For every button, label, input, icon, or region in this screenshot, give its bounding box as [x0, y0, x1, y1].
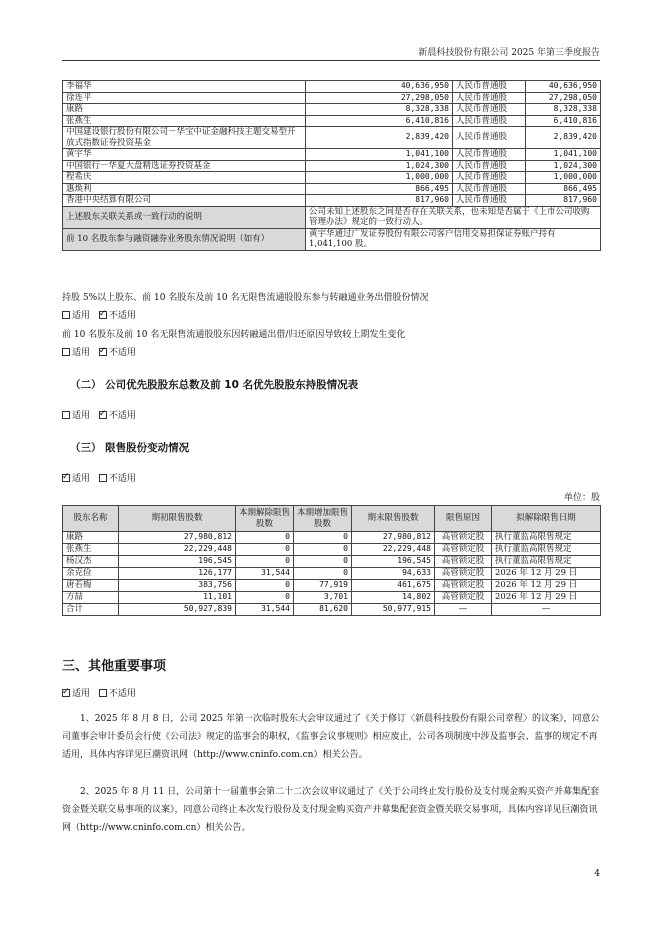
reason: 高管锁定股	[435, 580, 492, 592]
relation-row	[63, 206, 601, 228]
start-count: 50,927,839	[119, 604, 236, 616]
added-count: 3,701	[294, 592, 352, 604]
table-row	[63, 568, 601, 580]
option-label: 适用	[72, 689, 91, 699]
added-count: 0	[294, 556, 352, 568]
release-date: —	[492, 604, 601, 616]
holder-count: 8,328,338	[306, 104, 453, 116]
holder-name: 黄宇华	[63, 149, 306, 161]
restricted-options	[62, 471, 142, 484]
reason: 高管锁定股	[435, 592, 492, 604]
col-header: 限售原因	[435, 506, 492, 532]
end-count: 22,229,448	[352, 544, 435, 556]
holder-name: 合计	[63, 604, 119, 616]
table-row	[63, 149, 601, 161]
header-divider	[62, 60, 600, 61]
table-row	[63, 556, 601, 568]
share-type: 人民币普通股	[453, 195, 526, 207]
checkbox-not-applicable[interactable]	[99, 348, 107, 356]
share-type: 人民币普通股	[453, 172, 526, 184]
table-row	[63, 104, 601, 116]
holder-name: 程希庆	[63, 172, 306, 184]
holder-name: 徐连平	[63, 92, 306, 104]
released-count: 0	[236, 556, 294, 568]
margin-text: 黄宇华通过广发证券股份有限公司客户信用交易担保证券账户持有 1,041,100 股。	[306, 228, 601, 250]
holder-name: 唐若梅	[63, 580, 119, 592]
holder-count: 40,636,950	[306, 81, 453, 93]
share-amount: 1,041,100	[526, 149, 601, 161]
checkbox-not-applicable[interactable]	[99, 311, 107, 319]
end-count: 196,545	[352, 556, 435, 568]
unit-label: 单位：股	[563, 493, 600, 503]
released-count: 0	[236, 592, 294, 604]
other-options	[62, 686, 142, 699]
checkbox-applicable[interactable]	[62, 689, 70, 697]
table-row	[63, 92, 601, 104]
release-date: 2026 年 12 月 29 日	[492, 580, 601, 592]
col-header: 拟解除限售日期	[492, 506, 601, 532]
share-type: 人民币普通股	[453, 127, 526, 149]
top-shareholders-table	[62, 80, 601, 251]
share-amount: 2,839,420	[526, 127, 601, 149]
table-row	[63, 172, 601, 184]
start-count: 196,545	[119, 556, 236, 568]
reason: —	[435, 604, 492, 616]
report-header: 新晨科技股份有限公司 2025 年第三季度报告	[418, 48, 600, 58]
holder-count: 27,298,050	[306, 92, 453, 104]
reason: 高管锁定股	[435, 544, 492, 556]
holder-count: 2,839,420	[306, 127, 453, 149]
holder-count: 1,000,000	[306, 172, 453, 184]
table-row	[63, 592, 601, 604]
added-count: 0	[294, 544, 352, 556]
table-row	[63, 160, 601, 172]
change-question: 前 10 名股东及前 10 名无限售流通股股东因转融通出借/归还原因导致较上期发生变化	[62, 330, 406, 340]
col-header: 期末限售股数	[352, 506, 435, 532]
option-label: 不适用	[108, 311, 136, 321]
holder-name: 康路	[63, 104, 306, 116]
page-number: 4	[594, 869, 600, 879]
paragraph-item-1: 1、2025 年 8 月 8 日，公司 2025 年第一次临时股东大会审议通过了《关于修订〈新晨科技股份有限公司章程〉的议案》，同意公司董事会审计委员会行使《公司法》规定的监事会的职权，《监事会议事规则》相应废止，公司各项制度中涉及监事会、监事的规定不再适用，具体内容详见巨潮资讯网（http://www.cninfo.com.cn）相关公告。	[62, 714, 600, 760]
holder-name: 张燕生	[63, 544, 119, 556]
table-row	[63, 580, 601, 592]
relation-text: 公司未知上述股东之间是否存在关联关系，也未知是否属于《上市公司收购管理办法》规定的一致行动人。	[306, 206, 601, 228]
table-row	[63, 183, 601, 195]
option-label: 不适用	[108, 689, 136, 699]
col-header: 本期增加限售股数	[294, 506, 352, 532]
share-amount: 817,960	[526, 195, 601, 207]
share-type: 人民币普通股	[453, 81, 526, 93]
paragraph-item-2: 2、2025 年 8 月 11 日，公司第十一届董事会第二十二次会议审议通过了《关于公司终止发行股份及支付现金购买资产并募集配套资金暨关联交易事项的议案》，同意公司终止本次发行股份及支付现金购买资产并募集配套资金暨关联交易事项，具体内容详见巨潮资讯网（http://www.cninfo.com.cn）相关公告。	[62, 787, 600, 833]
released-count: 0	[236, 580, 294, 592]
holder-name: 张燕生	[63, 115, 306, 127]
holder-count: 1,024,300	[306, 160, 453, 172]
reason: 高管锁定股	[435, 532, 492, 544]
change-options	[62, 345, 142, 358]
checkbox-applicable[interactable]	[62, 348, 70, 356]
released-count: 31,544	[236, 604, 294, 616]
added-count: 77,919	[294, 580, 352, 592]
col-header: 期初限售股数	[119, 506, 236, 532]
section-title-preferred: （二） 公司优先股股东总数及前 10 名优先股股东持股情况表	[70, 379, 359, 391]
option-label: 适用	[72, 411, 91, 421]
col-header: 本期解除限售股数	[236, 506, 294, 532]
release-date: 2026 年 12 月 29 日	[492, 592, 601, 604]
option-label: 适用	[72, 311, 91, 321]
end-count: 94,633	[352, 568, 435, 580]
holder-count: 6,410,816	[306, 115, 453, 127]
release-date: 执行董监高限售规定	[492, 532, 601, 544]
table-header-row	[63, 506, 601, 532]
released-count: 0	[236, 532, 294, 544]
share-amount: 6,410,816	[526, 115, 601, 127]
share-amount: 866,495	[526, 183, 601, 195]
start-count: 22,229,448	[119, 544, 236, 556]
checkbox-not-applicable[interactable]	[99, 474, 107, 482]
released-count: 31,544	[236, 568, 294, 580]
holder-name: 方喆	[63, 592, 119, 604]
lending-question: 持股 5%以上股东、前 10 名股东及前 10 名无限售流通股股东参与转融通业务出借股份情况	[62, 293, 429, 303]
holder-count: 866,495	[306, 183, 453, 195]
added-count: 0	[294, 568, 352, 580]
share-type: 人民币普通股	[453, 160, 526, 172]
end-count: 27,980,812	[352, 532, 435, 544]
holder-name: 康路	[63, 532, 119, 544]
share-type: 人民币普通股	[453, 149, 526, 161]
option-label: 不适用	[108, 411, 136, 421]
relation-label: 上述股东关联关系或一致行动的说明	[63, 206, 306, 228]
share-amount: 1,000,000	[526, 172, 601, 184]
option-label: 适用	[72, 348, 91, 358]
added-count: 81,620	[294, 604, 352, 616]
pref-options	[62, 408, 142, 421]
table-row	[63, 532, 601, 544]
share-amount: 27,298,050	[526, 92, 601, 104]
start-count: 383,756	[119, 580, 236, 592]
holder-name: 杨汉杰	[63, 556, 119, 568]
section-title-restricted: （三） 限售股份变动情况	[70, 442, 190, 454]
table-row	[63, 195, 601, 207]
col-header: 股东名称	[63, 506, 119, 532]
released-count: 0	[236, 544, 294, 556]
checkbox-not-applicable[interactable]	[99, 411, 107, 419]
reason: 高管锁定股	[435, 556, 492, 568]
total-row	[63, 604, 601, 616]
share-amount: 8,328,338	[526, 104, 601, 116]
checkbox-applicable[interactable]	[62, 474, 70, 482]
checkbox-applicable[interactable]	[62, 311, 70, 319]
restricted-shares-table	[62, 505, 601, 616]
table-row	[63, 544, 601, 556]
holder-name: 余克俭	[63, 568, 119, 580]
start-count: 27,980,812	[119, 532, 236, 544]
end-count: 14,802	[352, 592, 435, 604]
holder-name: 中国银行－华夏大盘精选证券投资基金	[63, 160, 306, 172]
release-date: 2026 年 12 月 29 日	[492, 568, 601, 580]
holder-name: 惠焕利	[63, 183, 306, 195]
start-count: 126,177	[119, 568, 236, 580]
added-count: 0	[294, 532, 352, 544]
share-type: 人民币普通股	[453, 104, 526, 116]
margin-label: 前 10 名股东参与融资融券业务股东情况说明（如有）	[63, 228, 306, 250]
margin-row	[63, 228, 601, 250]
table-row	[63, 115, 601, 127]
holder-count: 1,041,100	[306, 149, 453, 161]
share-amount: 40,636,950	[526, 81, 601, 93]
table-row	[63, 127, 601, 149]
holder-name: 李福华	[63, 81, 306, 93]
end-count: 50,977,915	[352, 604, 435, 616]
end-count: 461,675	[352, 580, 435, 592]
lending-options	[62, 308, 142, 321]
holder-count: 817,960	[306, 195, 453, 207]
option-label: 适用	[72, 474, 91, 484]
holder-name: 中国建设银行股份有限公司－华宝中证金融科技主题交易型开放式指数证券投资基金	[63, 127, 306, 149]
checkbox-applicable[interactable]	[62, 411, 70, 419]
section-title-other: 三、其他重要事项	[62, 659, 167, 674]
share-amount: 1,024,300	[526, 160, 601, 172]
release-date: 执行董监高限售规定	[492, 556, 601, 568]
holder-name: 香港中央结算有限公司	[63, 195, 306, 207]
start-count: 11,101	[119, 592, 236, 604]
table-row	[63, 81, 601, 93]
share-type: 人民币普通股	[453, 183, 526, 195]
share-type: 人民币普通股	[453, 92, 526, 104]
release-date: 执行董监高限售规定	[492, 544, 601, 556]
option-label: 不适用	[108, 474, 136, 484]
share-type: 人民币普通股	[453, 115, 526, 127]
checkbox-not-applicable[interactable]	[99, 689, 107, 697]
option-label: 不适用	[108, 348, 136, 358]
reason: 高管锁定股	[435, 568, 492, 580]
